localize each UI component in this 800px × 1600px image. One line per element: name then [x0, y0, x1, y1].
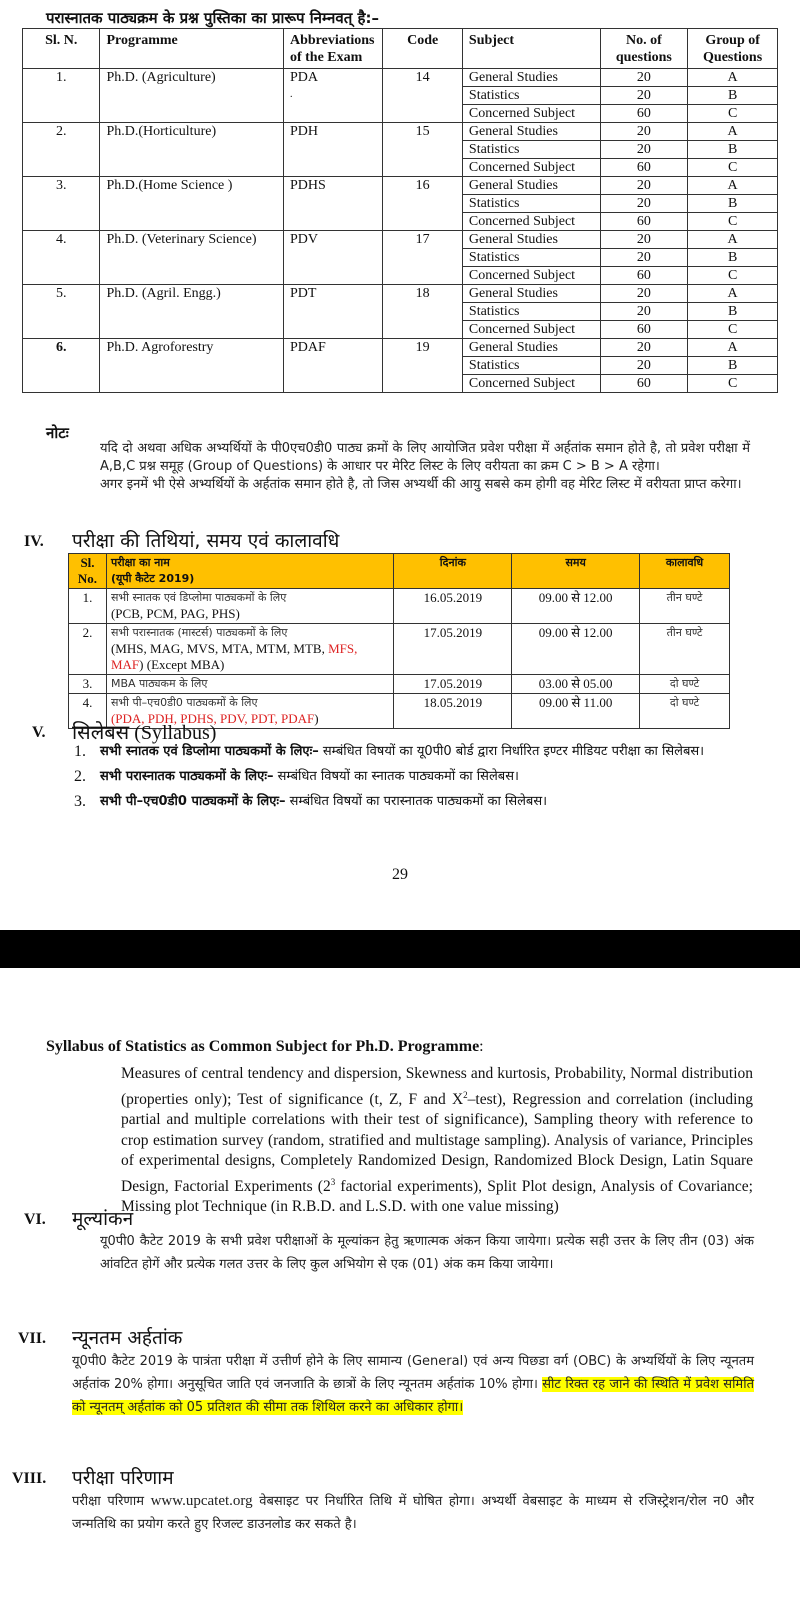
group-cell: B — [688, 357, 778, 375]
col-header-time: समय — [512, 554, 640, 589]
time-cell: 09.00 से 11.00 — [512, 694, 640, 729]
subject-cell: Statistics — [462, 87, 600, 105]
question-count-cell: 60 — [600, 267, 688, 285]
codes-text: (PCB, PCM, PAG, PHS) — [110, 606, 240, 621]
col-header-sl-no: Sl. No. — [69, 554, 107, 589]
sl-cell-text: 5. — [55, 286, 67, 301]
col-header-group: Group of Questions — [688, 29, 778, 69]
group-cell: B — [688, 195, 778, 213]
sl-cell — [23, 231, 100, 285]
question-count-cell: 20 — [600, 141, 688, 159]
question-count-cell: 60 — [600, 375, 688, 393]
subject-cell: Concerned Subject — [462, 321, 600, 339]
note-body — [100, 440, 750, 494]
abbreviation-cell-text: PDT — [289, 286, 317, 301]
question-count-cell: 60 — [600, 105, 688, 123]
col-header-duration: कालावधि — [640, 554, 730, 589]
syllabus-text: factorial experiments), Split Plot design, Analysis of Covariance; Missing plot Technique (in R.B.D. and L.S.D. with one value missing) — [121, 1177, 753, 1216]
abbreviation-cell — [283, 177, 382, 231]
abbreviation-note: . — [289, 89, 293, 100]
sl-cell — [23, 69, 100, 123]
codes-text-red: (PDA, PDH, PDHS, PDV, PDT, PDAF — [110, 711, 315, 726]
question-count-cell: 20 — [600, 123, 688, 141]
abbreviation-cell-text: PDHS — [289, 178, 326, 193]
group-cell: C — [688, 159, 778, 177]
exam-name: सभी पी–एच0डी0 पाठ्यकमों के लिए — [110, 696, 258, 709]
col-header-no-of-questions: No. of questions — [600, 29, 688, 69]
question-count-cell: 20 — [600, 249, 688, 267]
programme-cell — [100, 123, 284, 177]
code-cell — [383, 69, 463, 123]
question-count-cell: 20 — [600, 69, 688, 87]
group-cell: C — [688, 213, 778, 231]
note-paragraph: अगर इनमें भी ऐसे अभ्यर्थियों के अर्हतांक समान होते है, तो जिस अभ्यर्थी की आयु सबसे कम होगी वह मेरिट लिस्ट में वरीयता प्राप्त करेगा। — [100, 477, 742, 492]
exam-name: सभी परास्नातक (मास्टर्स) पाठ्यकमों के लिए — [110, 626, 288, 639]
programme-cell — [100, 69, 284, 123]
programme-cell — [100, 177, 284, 231]
group-cell: A — [688, 177, 778, 195]
question-count-cell: 20 — [600, 87, 688, 105]
programme-cell-text: Ph.D. Agroforestry — [106, 340, 214, 355]
sl-cell-text: 1. — [55, 70, 67, 85]
subject-cell: General Studies — [462, 69, 600, 87]
group-cell: C — [688, 267, 778, 285]
exam-schedule-body — [69, 589, 730, 729]
section-number: VII. — [18, 1330, 47, 1347]
subject-cell: General Studies — [462, 285, 600, 303]
date-cell: 17.05.2019 — [394, 675, 512, 694]
exam-name-cell — [106, 589, 393, 624]
superscript: 2 — [463, 1089, 468, 1100]
programme-cell-text: Ph.D.(Home Science ) — [106, 178, 233, 193]
highlighted-text: सीट रिक्त रह जाने की स्थिति में प्रवेश समिति को न्यूनतम् अर्हतांक को 05 प्रतिशत की सीमा तक शिथिल करने का अधिकार होगा। — [72, 1377, 754, 1415]
statistics-syllabus-body — [121, 1064, 753, 1218]
list-body: सम्बंधित विषयों का स्नातक पाठ्यकमों का सिलेबस। — [273, 769, 519, 784]
result-text: परीक्षा परिणाम — [72, 1494, 151, 1509]
question-count-cell: 20 — [600, 339, 688, 357]
list-item — [74, 742, 754, 762]
code-cell-text: 19 — [415, 340, 430, 355]
list-bold-label: सभी पी–एच0डी0 पाठ्यकमों के लिएः– — [100, 794, 286, 809]
section-title-evaluation: मूल्यांकन — [72, 1208, 134, 1230]
question-count-cell: 20 — [600, 303, 688, 321]
col-header-date: दिनांक — [394, 554, 512, 589]
subject-cell: General Studies — [462, 123, 600, 141]
sl-cell-text: 4. — [55, 232, 67, 247]
exam-result-body — [72, 1490, 754, 1536]
sl-cell: 3. — [69, 675, 107, 694]
group-cell: A — [688, 69, 778, 87]
programme-cell-text: Ph.D.(Horticulture) — [106, 124, 217, 139]
table-header-row — [23, 29, 778, 69]
abbreviation-cell-text: PDAF — [289, 340, 326, 355]
website-link[interactable]: www.upcatet.org — [150, 1493, 253, 1509]
group-cell: C — [688, 321, 778, 339]
exam-name: MBA पाठ्यकम के लिए — [110, 677, 208, 690]
table-row — [23, 285, 778, 303]
document-page-30 — [0, 968, 800, 1600]
programme-cell-text: Ph.D. (Agriculture) — [106, 70, 216, 85]
exam-name-header-line: परीक्षा का नाम — [110, 556, 170, 569]
subject-cell: Concerned Subject — [462, 105, 600, 123]
table-row — [69, 675, 730, 694]
section-number: VIII. — [12, 1470, 47, 1487]
sl-cell: 4. — [69, 694, 107, 729]
group-cell: A — [688, 231, 778, 249]
section-number: VI. — [24, 1211, 46, 1228]
code-cell — [383, 177, 463, 231]
col-header-code: Code — [383, 29, 463, 69]
minimum-marks-body — [72, 1350, 754, 1419]
programme-cell — [100, 231, 284, 285]
date-cell: 18.05.2019 — [394, 694, 512, 729]
group-cell: B — [688, 87, 778, 105]
list-bold-label: सभी परास्नातक पाठ्यकमों के लिएः– — [100, 769, 274, 784]
time-cell: 03.00 से 05.00 — [512, 675, 640, 694]
group-cell: C — [688, 105, 778, 123]
code-cell — [383, 285, 463, 339]
subject-cell: Statistics — [462, 303, 600, 321]
question-count-cell: 60 — [600, 321, 688, 339]
subject-cell: General Studies — [462, 177, 600, 195]
subject-cell: Statistics — [462, 195, 600, 213]
subject-cell: General Studies — [462, 339, 600, 357]
sl-cell-text: 3. — [55, 178, 67, 193]
sl-cell-text: 6. — [55, 340, 67, 355]
group-cell: B — [688, 141, 778, 159]
code-cell-text: 14 — [415, 70, 430, 85]
title-colon: : — [479, 1038, 484, 1055]
question-count-cell: 20 — [600, 195, 688, 213]
sl-cell: 2. — [69, 624, 107, 675]
list-number: 2. — [74, 768, 86, 785]
subject-cell: Statistics — [462, 357, 600, 375]
group-cell: B — [688, 303, 778, 321]
col-header-abbreviations: Abbreviations of the Exam — [283, 29, 382, 69]
syllabus-text: Measures of central tendency and dispersion, Skewness and kurtosis, Probability, Normal distribution (properties only); Test of significance (t, Z, F and X — [121, 1065, 753, 1108]
group-cell: A — [688, 123, 778, 141]
code-cell-text: 17 — [415, 232, 430, 247]
abbreviation-cell-text: PDA — [289, 70, 318, 85]
sl-cell — [23, 285, 100, 339]
superscript: 3 — [330, 1176, 336, 1187]
programme-cell — [100, 339, 284, 393]
sl-cell: 1. — [69, 589, 107, 624]
section-title-minimum-marks: न्यूनतम अर्हतांक — [72, 1327, 183, 1349]
question-count-cell: 20 — [600, 231, 688, 249]
duration-cell: तीन घण्टे — [640, 589, 730, 624]
codes-text: ) (Except MBA) — [139, 657, 225, 672]
subject-cell: General Studies — [462, 231, 600, 249]
abbreviation-cell — [283, 339, 382, 393]
time-cell: 09.00 से 12.00 — [512, 624, 640, 675]
abbreviation-cell-text: PDV — [289, 232, 318, 247]
table-row — [23, 231, 778, 249]
note-label: नोटः — [46, 424, 69, 442]
exam-name-cell — [106, 624, 393, 675]
list-item — [74, 792, 754, 812]
date-cell: 16.05.2019 — [394, 589, 512, 624]
question-count-cell: 20 — [600, 285, 688, 303]
programme-table-body — [23, 69, 778, 393]
table-header-row — [69, 554, 730, 589]
sl-cell-text: 2. — [55, 124, 67, 139]
section-title-syllabus: सिलेबस (Syllabus) — [72, 722, 217, 744]
subject-cell: Concerned Subject — [462, 159, 600, 177]
group-cell: A — [688, 339, 778, 357]
syllabus-list — [74, 742, 754, 817]
list-body: सम्बंधित विषयों का यू0पी0 बोर्ड द्वारा निर्धारित इण्टर मीडियट परीक्षा का सिलेबस। — [318, 744, 705, 759]
col-header-sl: Sl. N. — [23, 29, 100, 69]
exam-codes — [111, 641, 389, 673]
abbreviation-cell — [283, 231, 382, 285]
code-cell-text: 16 — [415, 178, 430, 193]
table-row — [69, 589, 730, 624]
intro-heading: परास्नातक पाठ्यक्रम के प्रश्न पुस्तिका का प्रारूप निम्नवत् है:– — [46, 9, 379, 27]
page-separator — [0, 930, 800, 968]
programme-table — [22, 28, 778, 393]
sl-cell — [23, 177, 100, 231]
abbreviation-cell-text: PDH — [289, 124, 318, 139]
subject-cell: Concerned Subject — [462, 213, 600, 231]
code-cell-text: 15 — [415, 124, 430, 139]
group-cell: A — [688, 285, 778, 303]
list-item — [74, 767, 754, 787]
col-header-programme: Programme — [100, 29, 284, 69]
abbreviation-cell — [283, 123, 382, 177]
table-row — [23, 339, 778, 357]
programme-cell-text: Ph.D. (Agril. Engg.) — [106, 286, 221, 301]
exam-name-cell — [106, 675, 393, 694]
duration-cell: तीन घण्टे — [640, 624, 730, 675]
exam-schedule-table — [68, 553, 730, 729]
codes-text: ) — [314, 711, 319, 726]
exam-name: सभी स्नातक एवं डिप्लोमा पाठ्यकमों के लिए — [110, 591, 287, 604]
codes-text-red: MFS, MAF — [110, 641, 358, 672]
question-count-cell: 60 — [600, 213, 688, 231]
code-cell — [383, 123, 463, 177]
abbreviation-cell — [283, 69, 382, 123]
evaluation-body: यू0पी0 कैटेट 2019 के सभी प्रवेश परीक्षाओं के मूल्यांकन हेतु ऋणात्मक अंकन किया जायेगा। प्रत्येक सही उत्तर के लिए तीन (03) अंक आंवटित होगें और प्रत्येक गलत उत्तर के लिए कुल अभियोग से एक (01) अंक कम किया जायेगा। — [100, 1234, 754, 1272]
codes-text: (MHS, MAG, MVS, MTA, MTM, MTB, — [110, 641, 329, 656]
question-count-cell: 20 — [600, 177, 688, 195]
table-row — [23, 69, 778, 87]
result-text: वेबसाइट पर निर्धारित तिथि में घोषित होगा। अभ्यर्थी वेबसाइट के माध्यम से रजिस्ट्रेशन/रोल न0 और जन्मतिथि का प्रयोग करते हुए रिजल्ट डाउनलोड कर सकते है। — [72, 1494, 754, 1532]
sl-cell — [23, 123, 100, 177]
section-number: IV. — [24, 533, 44, 550]
statistics-syllabus-title-text: Syllabus of Statistics as Common Subject for Ph.D. Programme — [46, 1038, 480, 1055]
list-text — [100, 767, 519, 787]
section-title-exam-schedule: परीक्षा की तिथियां, समय एवं कालावधि — [72, 530, 340, 552]
duration-cell: दो घण्टे — [640, 675, 730, 694]
section-title-exam-result: परीक्षा परिणाम — [72, 1467, 174, 1489]
time-cell: 09.00 से 12.00 — [512, 589, 640, 624]
syllabus-text: –test), Regression and correlation (including partial and multiple correlations with their test of significance), Sampling theory with reference to crop estimation survey (random, stratified and multistage sampling). Analysis of variance, Principles of experimental designs, Completely Randomized Design, Randomized Block Design, Latin Square Design, Factorial Experiments (2 — [121, 1090, 753, 1195]
col-header-exam-name — [106, 554, 393, 589]
list-number: 3. — [74, 793, 86, 810]
group-cell: B — [688, 249, 778, 267]
note-paragraph: यदि दो अथवा अधिक अभ्यर्थियों के पी0एच0डी0 पाठ्य क्रमों के लिए आयोजित प्रवेश परीक्षा में अर्हतांक समान होते है, तो प्रवेश परीक्षा में A,B,C प्रश्न समूह (Group of Questions) के आधार पर मेरिट लिस्ट के लिए वरीयता का क्रम C > B > A रहेगा। — [100, 441, 750, 474]
statistics-syllabus-title — [46, 1038, 484, 1056]
table-row — [23, 177, 778, 195]
subject-cell: Concerned Subject — [462, 375, 600, 393]
exam-codes — [111, 606, 389, 622]
programme-cell — [100, 285, 284, 339]
list-text — [100, 742, 704, 762]
section-number: V. — [32, 724, 46, 741]
list-text — [100, 792, 547, 812]
list-number: 1. — [74, 743, 86, 760]
programme-cell-text: Ph.D. (Veterinary Science) — [106, 232, 257, 247]
question-count-cell: 20 — [600, 357, 688, 375]
sl-cell — [23, 339, 100, 393]
subject-cell: Statistics — [462, 249, 600, 267]
duration-cell: दो घण्टे — [640, 694, 730, 729]
group-cell: C — [688, 375, 778, 393]
list-bold-label: सभी स्नातक एवं डिप्लोमा पाठ्यकमों के लिएः– — [100, 744, 319, 759]
subject-cell: Statistics — [462, 141, 600, 159]
code-cell — [383, 339, 463, 393]
col-header-subject: Subject — [462, 29, 600, 69]
list-body: सम्बंधित विषयों का परास्नातक पाठ्यकमों का सिलेबस। — [285, 794, 548, 809]
subject-cell: Concerned Subject — [462, 267, 600, 285]
page-number: 29 — [392, 866, 408, 883]
question-count-cell: 60 — [600, 159, 688, 177]
code-cell-text: 18 — [415, 286, 430, 301]
table-row — [23, 123, 778, 141]
abbreviation-cell — [283, 285, 382, 339]
code-cell — [383, 231, 463, 285]
table-row — [69, 624, 730, 675]
exam-name-header-line: (यूपी कैटेट 2019) — [110, 572, 195, 585]
date-cell: 17.05.2019 — [394, 624, 512, 675]
minimum-marks-text: यू0पी0 कैटेट 2019 के पात्रंता परीक्षा में उत्तीर्ण होने के लिए सामान्य (General) एवं अन्य पिछडा वर्ग (OBC) के अभ्यर्थियों के लिए न्यूनतम अर्हतांक 20% होगा। अनुसूचित जाति एवं जनजाति के छात्रों के लिए न्यूनतम अर्हतांक 10% होगा। — [72, 1354, 754, 1392]
